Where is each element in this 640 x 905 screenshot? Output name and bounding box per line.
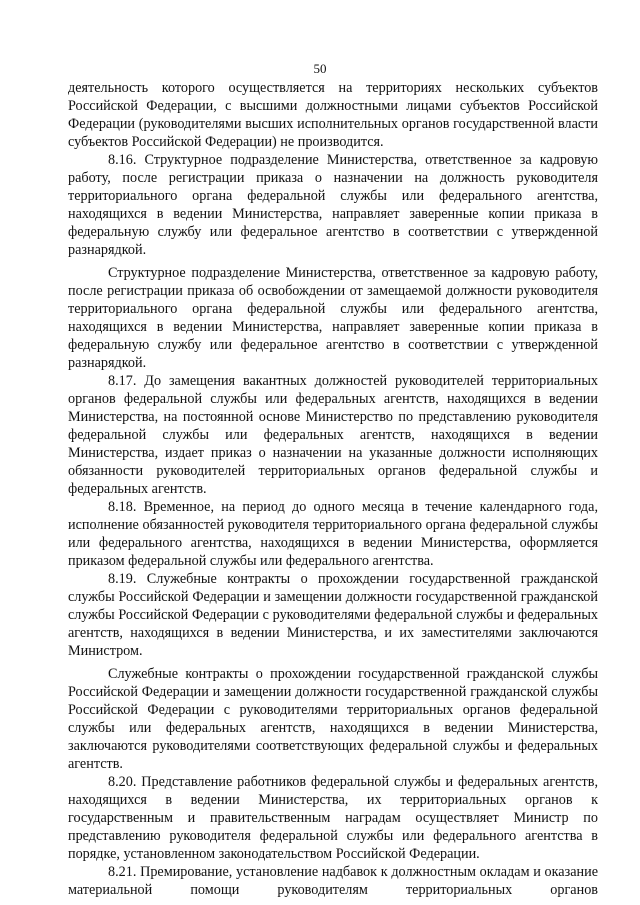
- page-number: 50: [313, 61, 327, 76]
- paragraph-8-19: 8.19. Служебные контракты о прохождении государственной гражданской службы Российской Федерации и замещении должности государственной гражданской службы Российской Федерации с руководителями федеральной службы и федеральных агентств, находящихся в ведении Министерства, и их заместителями заключаются Министром.: [68, 571, 598, 659]
- paragraph-8-20: 8.20. Представление работников федеральной службы и федеральных агентств, находящихся в ведении Министерства, их территориальных органов к государственным и правительственным наградам осуществляет Министр по представлению руководителя федеральной службы или федерального агентства в порядке, установленном законодательством Российской Федерации.: [68, 774, 598, 862]
- paragraph-continuation: деятельность которого осуществляется на территориях нескольких субъектов Российской Федерации, с высшими должностными лицами субъектов Российской Федерации (руководителями высших исполнительных органов государственной власти субъектов Российской Федерации) не производится.: [68, 80, 598, 150]
- paragraph-8-16-second: Структурное подразделение Министерства, ответственное за кадровую работу, после регистрации приказа об освобождении от замещаемой должности руководителя территориального органа федеральной службы или федерального агентства, находящихся в ведении Министерства, направляет заверенные копии приказа в федеральную службу или федеральное агентство в соответствии с утвержденной разнарядкой.: [68, 265, 598, 371]
- paragraph-8-17: 8.17. До замещения вакантных должностей руководителей территориальных органов федеральной службы или федеральных агентств, находящихся в ведении Министерства, на постоянной основе Министерство по представлению руководителя федеральной службы или федеральных агентств, находящихся в ведении Министерства, издает приказ о назначении на указанные должности исполняющих обязанности руководителей территориальных органов федеральной службы и федеральных агентств.: [68, 373, 598, 497]
- paragraph-8-21: 8.21. Премирование, установление надбавок к должностным окладам и оказание материальной помощи руководителям территориальных органов: [68, 864, 598, 898]
- paragraph-8-18: 8.18. Временное, на период до одного месяца в течение календарного года, исполнение обязанностей руководителя территориального органа федеральной службы или федерального агентства, находящихся в ведении Министерства, оформляется приказом федеральной службы или федерального агентства.: [68, 499, 598, 569]
- document-body: [68, 79, 598, 899]
- paragraph-8-19-second: Служебные контракты о прохождении государственной гражданской службы Российской Федерации и замещении должности государственной гражданской службы Российской Федерации с руководителями территориальных органов федеральной службы или федеральных агентств, находящихся в ведении Министерства, заключаются руководителями соответствующих федеральной службы и федеральных агентств.: [68, 666, 598, 772]
- paragraph-8-16: 8.16. Структурное подразделение Министерства, ответственное за кадровую работу, после регистрации приказа о назначении на должность руководителя территориального органа федеральной службы или федерального агентства, находящихся в ведении Министерства, направляет заверенные копии приказа в федеральную службу или федеральное агентство в соответствии с утвержденной разнарядкой.: [68, 152, 598, 258]
